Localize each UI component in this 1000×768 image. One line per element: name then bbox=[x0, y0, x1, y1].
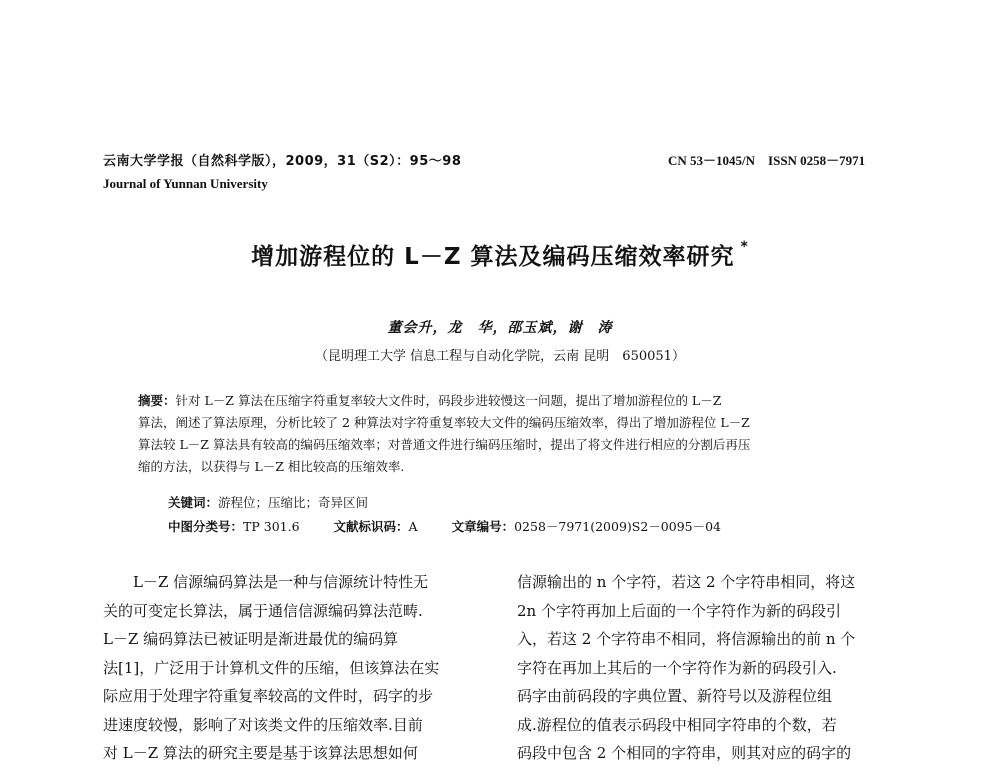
doc-code-label: 文献标识码： bbox=[333, 519, 409, 534]
body-line: 进速度较慢，影响了对该类文件的压缩效率.目前 bbox=[103, 715, 423, 734]
body-line: 2n 个字符再加上后面的一个字符作为新的码段引 bbox=[517, 601, 841, 620]
journal-name-en: Journal of Yunnan University bbox=[103, 176, 268, 191]
body-line: 信源输出的 n 个字符，若这 2 个字符串相同，将这 bbox=[517, 573, 856, 591]
doc-code-value: A bbox=[408, 519, 418, 534]
body-line: 字符在再加上其后的一个字符作为新的码段引入. bbox=[517, 658, 837, 677]
clc-value: TP 301.6 bbox=[243, 519, 300, 534]
abstract-line: 算法较 L－Z 算法具有较高的编码压缩效率；对普通文件进行编码压缩时，提出了将文件进行相应的分割后再压 bbox=[138, 437, 751, 452]
title-footnote-mark: * bbox=[740, 239, 749, 256]
clc-label: 中图分类号： bbox=[168, 519, 244, 534]
body-column-right bbox=[517, 568, 909, 768]
classification-info bbox=[168, 517, 721, 535]
keywords bbox=[168, 493, 368, 511]
body-line: 入，若这 2 个字符串不相同，将信源输出的前 n 个 bbox=[517, 630, 856, 648]
article-number-value: 0258－7971(2009)S2－0095－04 bbox=[514, 519, 722, 534]
abstract-line bbox=[138, 390, 870, 412]
body-line: 关的可变定长算法，属于通信信源编码算法范畴. bbox=[103, 601, 423, 620]
body-line: 际应用于处理字符重复率较高的文件时，码字的步 bbox=[103, 687, 434, 705]
keywords-text: 游程位；压缩比；奇异区间 bbox=[218, 495, 369, 510]
body-line: 码段中包含 2 个相同的字符串，则其对应的码字的 bbox=[517, 744, 852, 762]
body-line: 法[1]，广泛用于计算机文件的压缩，但该算法在实 bbox=[103, 658, 440, 677]
body-line: 成.游程位的值表示码段中相同字符串的个数，若 bbox=[517, 715, 837, 734]
body-line: L－Z 编码算法已被证明是渐进最优的编码算 bbox=[103, 630, 399, 648]
abstract-line: 缩的方法，以获得与 L－Z 相比较高的压缩效率. bbox=[138, 459, 405, 474]
paper-title-text: 增加游程位的 L－Z 算法及编码压缩效率研究 bbox=[251, 244, 735, 270]
author-list: 董会升，龙 华，邵玉斌，谢 涛 bbox=[387, 320, 613, 336]
abstract-line: 算法，阐述了算法原理，分析比较了 2 种算法对字符重复率较大文件的编码压缩效率，得出了增加游程位 L－Z bbox=[138, 415, 750, 430]
abstract-label: 摘要： bbox=[138, 393, 176, 408]
abstract bbox=[138, 390, 870, 478]
paper-title bbox=[0, 238, 1000, 271]
keywords-label: 关键词： bbox=[168, 495, 219, 510]
issn-number: CN 53－1045/N ISSN 0258－7971 bbox=[668, 153, 866, 168]
body-column-left bbox=[103, 568, 491, 768]
body-line: L－Z 信源编码算法是一种与信源统计特性无 bbox=[133, 573, 429, 591]
body-line: 码字由前码段的字典位置、新符号以及游程位组 bbox=[517, 687, 833, 705]
body-line: 对 L－Z 算法的研究主要是基于该算法思想如何 bbox=[103, 744, 418, 762]
author-affiliation: （昆明理工大学 信息工程与自动化学院，云南 昆明 650051） bbox=[315, 349, 685, 364]
article-number-label: 文章编号： bbox=[451, 519, 515, 534]
journal-citation-cn: 云南大学学报（自然科学版），2009，31（S2）：95～98 bbox=[103, 154, 462, 169]
abstract-text: 针对 L－Z 算法在压缩字符重复率较大文件时，码段步进较慢这一问题，提出了增加游程位的 L－Z bbox=[175, 393, 722, 408]
